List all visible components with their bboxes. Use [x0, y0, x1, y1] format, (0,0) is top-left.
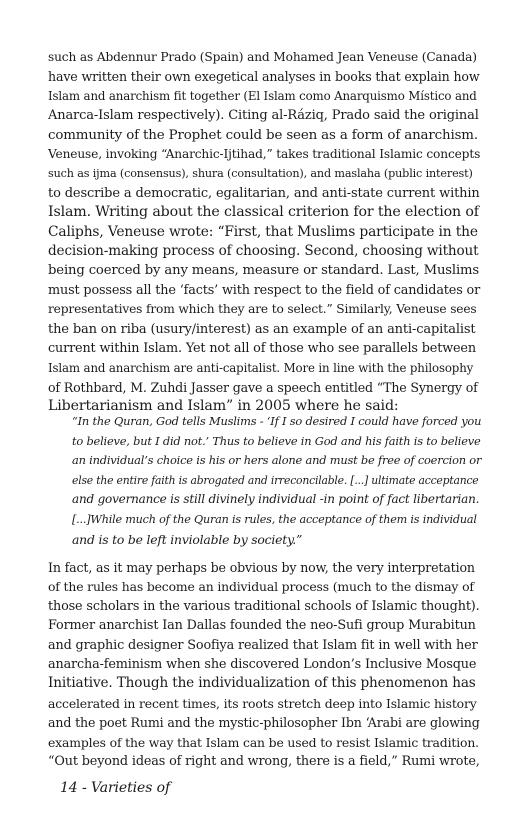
text-line: such as ijma (consensus), shura (consultation), and maslaha (public interest): [48, 167, 473, 181]
text-line: “Out beyond ideas of right and wrong, there is a field,” Rumi wrote,: [48, 754, 480, 770]
text-line: must possess all the ‘facts’ with respect to the field of candidates or: [48, 282, 481, 298]
quote-line: to believe, but I did not.’ Thus to believe in God and his faith is to believe: [72, 433, 481, 448]
text-line: being coerced by any means, measure or standard. Last, Muslims: [48, 263, 480, 279]
text-line: accelerated in recent times, its roots stretch deep into Islamic history: [48, 695, 477, 711]
running-title: Varieties of: [90, 780, 171, 796]
text-line: Former anarchist Ian Dallas founded the neo-Sufi group Murabitun: [48, 618, 476, 634]
text-line: Islam and anarchism fit together (El Islam como Anarquismo Místico and: [48, 88, 477, 103]
quote-line: “In the Quran, God tells Muslims - ‘If I so desired I could have forced you: [72, 414, 482, 428]
text-line: to describe a democratic, egalitarian, and anti-state current within: [48, 185, 480, 201]
page-footer: [60, 780, 170, 796]
text-line: examples of the way that Islam can be used to resist Islamic tradition.: [48, 734, 479, 750]
text-line: anarcha-feminism when she discovered London’s Inclusive Mosque: [48, 657, 477, 673]
text-line: the ban on riba (usury/interest) as an example of an anti-capitalist: [48, 321, 476, 337]
page-number: 14: [60, 780, 78, 796]
quote-line: and governance is still divinely individual -in point of fact libertarian.: [72, 492, 480, 507]
text-line: such as Abdennur Prado (Spain) and Mohamed Jean Veneuse (Canada): [48, 50, 477, 64]
text-line: Caliphs, Veneuse wrote: “First, that Muslims participate in the: [48, 223, 478, 240]
footer-separator: -: [81, 780, 87, 796]
quote-line: and is to be left inviolable by society.”: [72, 531, 303, 547]
text-line: In fact, as it may perhaps be obvious by now, the very interpretation: [48, 560, 475, 575]
quote-line: else the entire faith is abrogated and irreconcilable. [...] ultimate acceptance: [72, 473, 479, 487]
text-line: Islam and anarchism are anti-capitalist. More in line with the philosophy: [48, 360, 474, 375]
body-paragraph-2: [48, 558, 480, 771]
text-line: those scholars in the various traditional schools of Islamic thought).: [48, 598, 480, 614]
text-line: representatives from which they are to select.” Similarly, Veneuse sees: [48, 302, 477, 317]
text-line: decision-making process of choosing. Second, choosing without: [48, 243, 479, 260]
text-line: of Rothbard, M. Zuhdi Jasser gave a speech entitled “The Synergy of: [48, 379, 478, 395]
text-line: have written their own exegetical analyses in books that explain how: [48, 69, 480, 85]
quote-line: [...]While much of the Quran is rules, the acceptance of them is individual: [72, 512, 477, 526]
text-line: current within Islam. Yet not all of those who see parallels between: [48, 341, 476, 357]
quote-line: an individual’s choice is his or hers alone and must be free of coercion or: [72, 453, 482, 468]
text-line: Anarca-Islam respectively). Citing al-Ráziq, Prado said the original: [48, 108, 479, 124]
text-line: Initiative. Though the individualization of this phenomenon has: [48, 675, 476, 692]
text-line: community of the Prophet could be seen as a form of anarchism.: [48, 127, 478, 143]
text-line: Veneuse, invoking “Anarchic-Ijtihad,” takes traditional Islamic concepts: [48, 147, 481, 162]
text-line: Islam. Writing about the classical criterion for the election of: [48, 204, 479, 221]
block-quote: [72, 412, 482, 549]
text-line: and the poet Rumi and the mystic-philosopher Ibn ‘Arabi are glowing: [48, 715, 480, 731]
body-paragraph-1: [48, 48, 480, 417]
text-line: and graphic designer Soofiya realized that Islam fit in well with her: [48, 637, 478, 653]
text-line: Libertarianism and Islam” in 2005 where he said:: [48, 398, 399, 415]
text-line: of the rules has become an individual process (much to the dismay of: [48, 579, 474, 595]
